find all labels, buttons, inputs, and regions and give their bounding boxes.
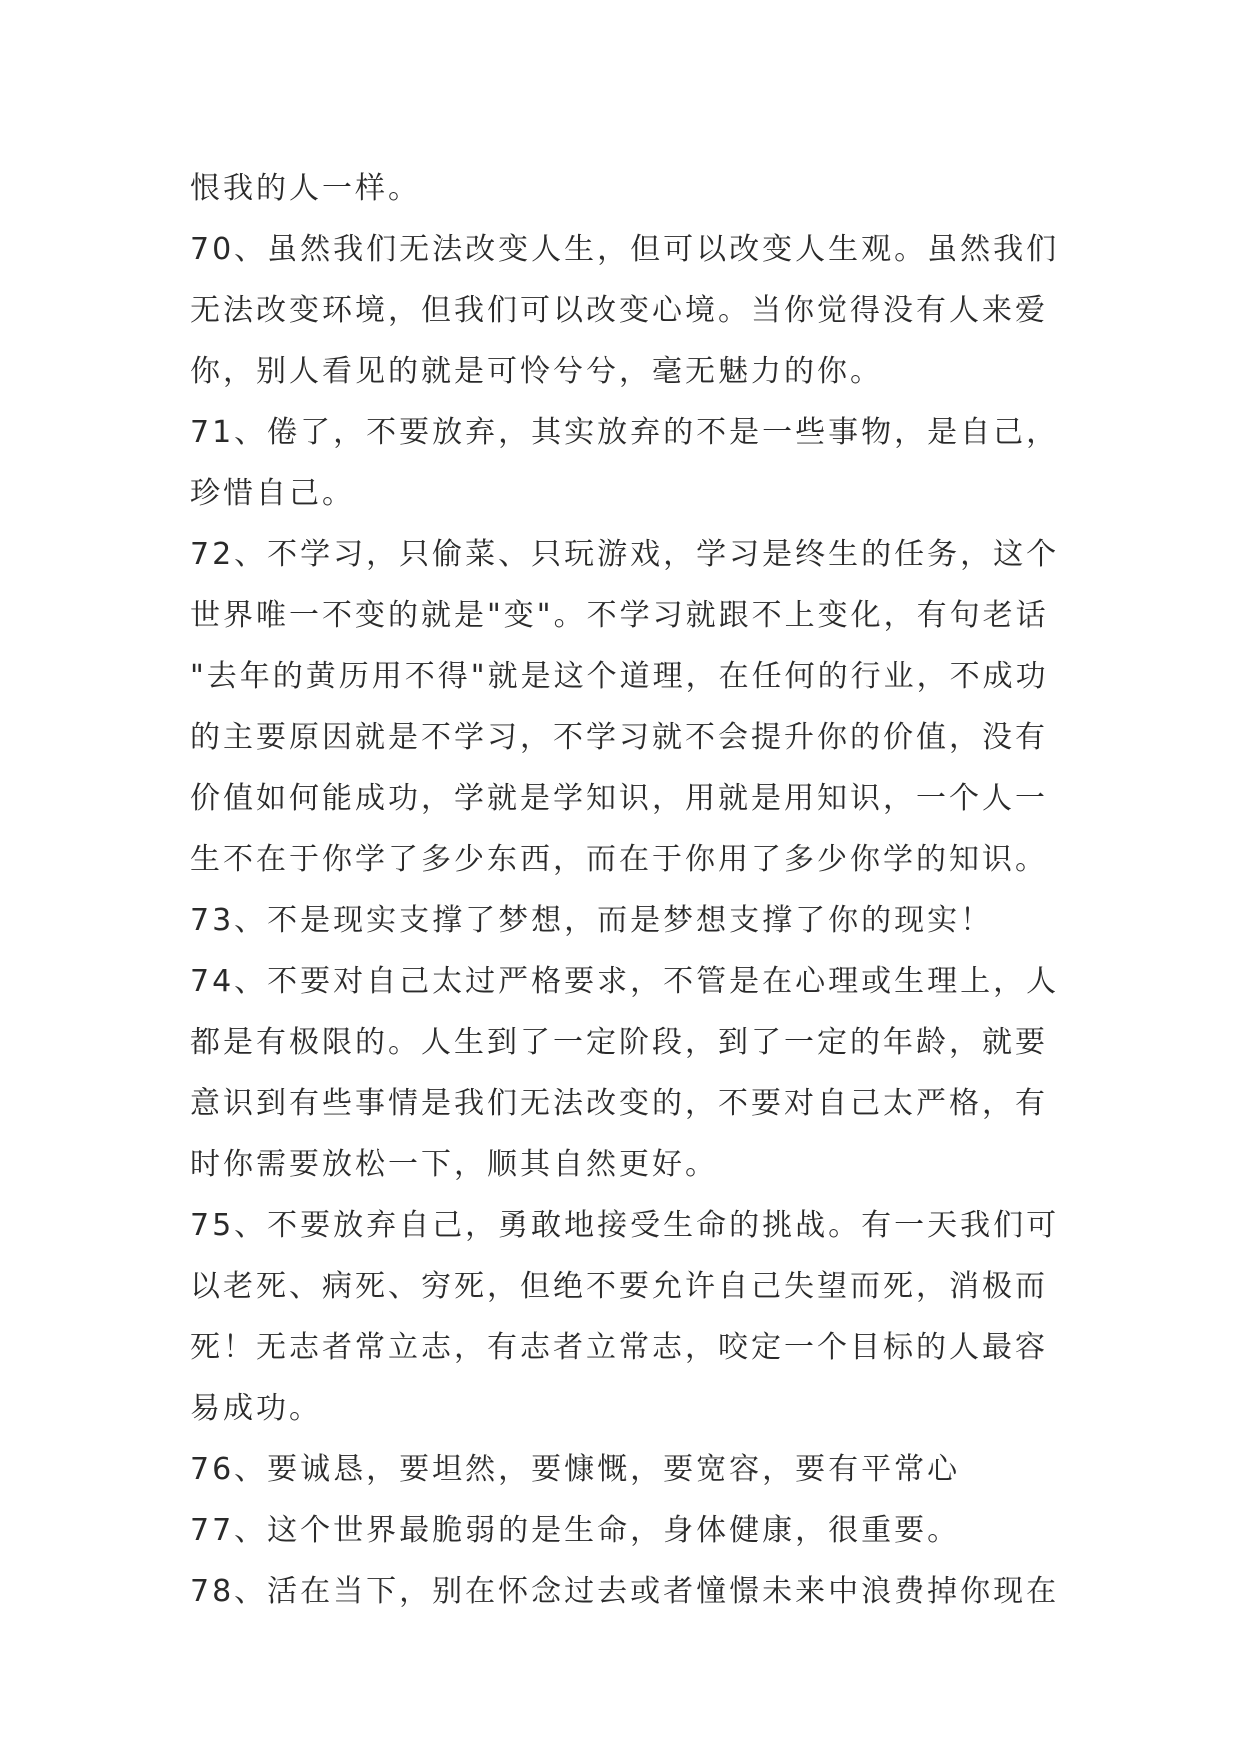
text-line: 珍惜自己。 — [190, 476, 355, 511]
text-line: 70、虽然我们无法改变人生，但可以改变人生观。虽然我们 — [190, 232, 1060, 267]
text-line: 恨我的人一样。 — [190, 171, 421, 206]
text-line: 意识到有些事情是我们无法改变的，不要对自己太严格，有 — [190, 1086, 1048, 1121]
text-line: 时你需要放松一下，顺其自然更好。 — [190, 1147, 718, 1182]
text-line: 生不在于你学了多少东西，而在于你用了多少你学的知识。 — [190, 842, 1048, 877]
text-line: 78、活在当下，别在怀念过去或者憧憬未来中浪费掉你现在 — [190, 1574, 1060, 1609]
document-body — [190, 158, 1070, 1622]
text-line: 你，别人看见的就是可怜兮兮，毫无魅力的你。 — [190, 354, 883, 389]
text-line: 世界唯一不变的就是"变"。不学习就跟不上变化，有句老话 — [190, 598, 1049, 633]
text-line: 76、要诚恳，要坦然，要慷慨，要宽容，要有平常心 — [190, 1452, 961, 1487]
text-line: 都是有极限的。人生到了一定阶段，到了一定的年龄，就要 — [190, 1025, 1048, 1060]
text-line: 71、倦了，不要放弃，其实放弃的不是一些事物，是自己， — [190, 415, 1060, 450]
text-line: 无法改变环境，但我们可以改变心境。当你觉得没有人来爱 — [190, 293, 1048, 328]
text-line: 价值如何能成功，学就是学知识，用就是用知识，一个人一 — [190, 781, 1048, 816]
text-line: 的主要原因就是不学习，不学习就不会提升你的价值，没有 — [190, 720, 1048, 755]
text-line: 77、这个世界最脆弱的是生命，身体健康，很重要。 — [190, 1513, 961, 1548]
text-line: 74、不要对自己太过严格要求，不管是在心理或生理上，人 — [190, 964, 1060, 999]
text-line: 死！无志者常立志，有志者立常志，咬定一个目标的人最容 — [190, 1330, 1048, 1365]
text-line: "去年的黄历用不得"就是这个道理，在任何的行业，不成功 — [190, 659, 1049, 694]
text-line: 易成功。 — [190, 1391, 322, 1426]
text-line: 75、不要放弃自己，勇敢地接受生命的挑战。有一天我们可 — [190, 1208, 1060, 1243]
text-line: 73、不是现实支撑了梦想，而是梦想支撑了你的现实！ — [190, 903, 994, 938]
text-line: 72、不学习，只偷菜、只玩游戏，学习是终生的任务，这个 — [190, 537, 1060, 572]
text-line: 以老死、病死、穷死，但绝不要允许自己失望而死，消极而 — [190, 1269, 1048, 1304]
